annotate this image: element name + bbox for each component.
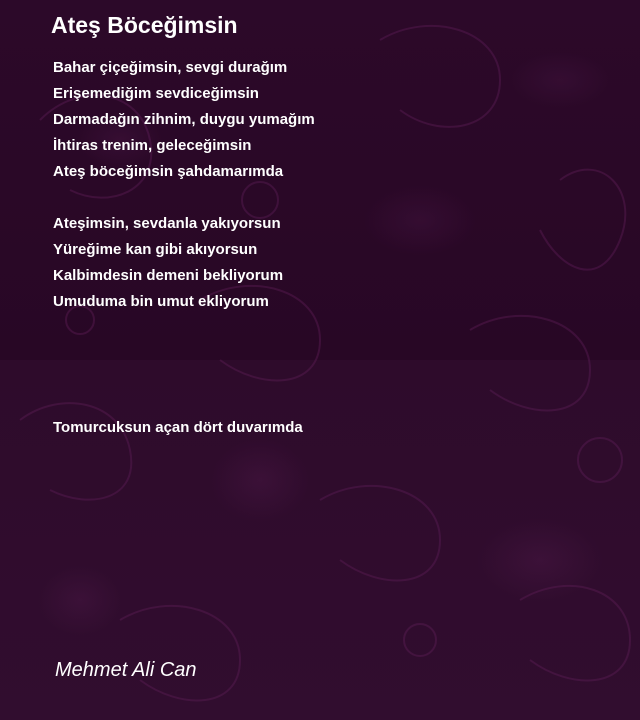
poem-line: Bahar çiçeğimsin, sevgi durağım [53, 59, 288, 76]
poem-title: Ateş Böceğimsin [51, 12, 238, 38]
poem-line: Umuduma bin umut ekliyorum [53, 293, 269, 310]
poem-stanza-2 [53, 211, 283, 315]
poem-line: Tomurcuksun açan dört duvarımda [53, 419, 303, 436]
poem-line: İhtiras trenim, geleceğimsin [53, 137, 252, 154]
poem-stanza-3 [53, 415, 303, 441]
poem-author: Mehmet Ali Can [55, 659, 197, 681]
poem-stanza-1 [53, 55, 315, 185]
poem-line: Darmadağın zihnim, duygu yumağım [53, 111, 315, 128]
poem-line: Ateş böceğimsin şahdamarımda [53, 163, 284, 180]
poem-line: Ateşimsin, sevdanla yakıyorsun [53, 215, 281, 232]
poem-line: Yüreğime kan gibi akıyorsun [53, 241, 258, 258]
poem-line: Erişemediğim sevdiceğimsin [53, 85, 259, 102]
poem-line: Kalbimdesin demeni bekliyorum [53, 267, 284, 284]
